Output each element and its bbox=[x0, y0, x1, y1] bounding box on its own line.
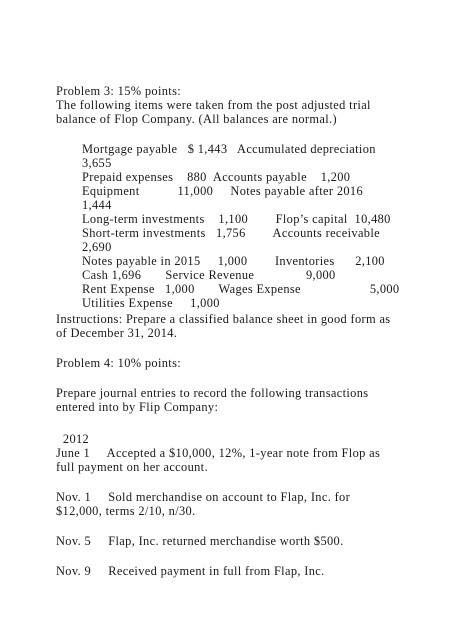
problem3-instructions-line-2: of December 31, 2014. bbox=[56, 326, 178, 340]
balance-item-line: 3,655 bbox=[82, 156, 112, 170]
balance-item-line: Mortgage payable $ 1,443 Accumulated depreciation bbox=[82, 142, 376, 156]
transaction-june1-line-2: full payment on her account. bbox=[56, 460, 208, 474]
problem4-prompt-line-1: Prepare journal entries to record the following transactions bbox=[56, 386, 369, 400]
balance-item-line: Rent Expense 1,000 Wages Expense 5,000 bbox=[82, 282, 400, 296]
transaction-nov1-line-2: $12,000, terms 2/10, n/30. bbox=[56, 504, 196, 518]
transaction-june1-line-1: June 1 Accepted a $10,000, 12%, 1-year note from Flop as bbox=[56, 446, 381, 460]
problem4-prompt-line-2: entered into by Flip Company: bbox=[56, 400, 219, 414]
transaction-year: 2012 bbox=[56, 432, 90, 446]
transaction-nov9: Nov. 9 Received payment in full from Flap, Inc. bbox=[56, 564, 325, 578]
balance-item-line: Equipment 11,000 Notes payable after 2016 bbox=[82, 184, 364, 198]
balance-item-line: Short-term investments 1,756 Accounts receivable bbox=[82, 226, 380, 240]
balance-item-line: Notes payable in 2015 1,000 Inventories 2,100 bbox=[82, 254, 385, 268]
balance-item-line: Long-term investments 1,100 Flop’s capital 10,480 bbox=[82, 212, 391, 226]
problem3-intro-line-1: The following items were taken from the post adjusted trial bbox=[56, 98, 371, 112]
balance-item-line: Cash 1,696 Service Revenue 9,000 bbox=[82, 268, 336, 282]
balance-item-line: 2,690 bbox=[82, 240, 112, 254]
balance-item-line: Utilities Expense 1,000 bbox=[82, 296, 220, 310]
problem4-heading: Problem 4: 10% points: bbox=[56, 356, 182, 370]
problem3-heading: Problem 3: 15% points: bbox=[56, 84, 182, 98]
balance-item-line: Prepaid expenses 880 Accounts payable 1,200 bbox=[82, 170, 351, 184]
balance-item-line: 1,444 bbox=[82, 198, 112, 212]
problem3-instructions-line-1: Instructions: Prepare a classified balance sheet in good form as bbox=[56, 312, 391, 326]
transaction-nov1-line-1: Nov. 1 Sold merchandise on account to Flap, Inc. for bbox=[56, 490, 351, 504]
problem3-intro-line-2: balance of Flop Company. (All balances are normal.) bbox=[56, 112, 337, 126]
transaction-nov5: Nov. 5 Flap, Inc. returned merchandise worth $500. bbox=[56, 534, 344, 548]
